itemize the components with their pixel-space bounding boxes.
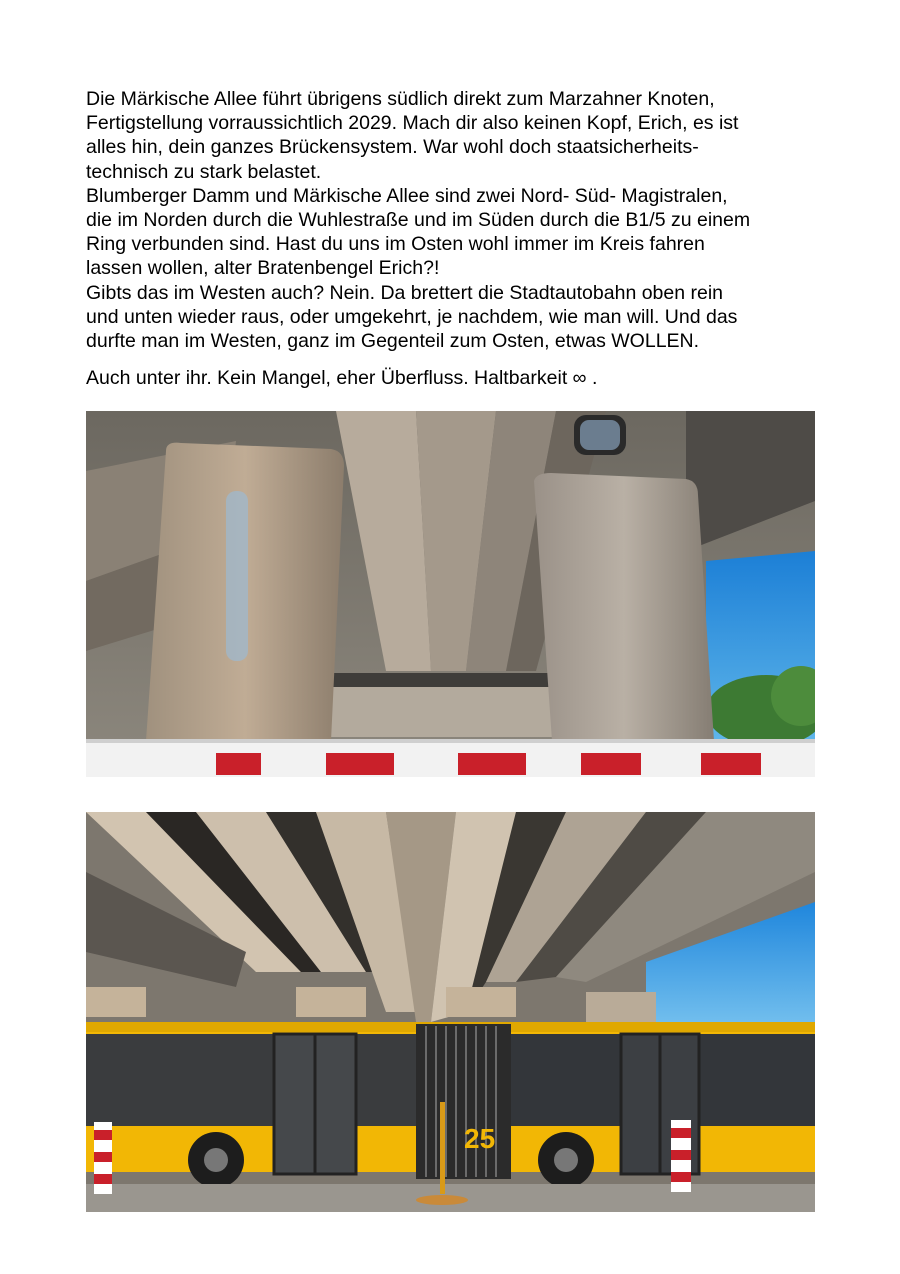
- article-text: [86, 87, 826, 390]
- paragraph-4: Auch unter ihr. Kein Mangel, eher Überfluss. Haltbarkeit ∞ .: [86, 367, 598, 390]
- paragraph-3: Gibts das im Westen auch? Nein. Da brettert die Stadtautobahn oben rein und unten wieder raus, oder umgekehrt, je nachdem, wie man will. Und das durfte man im Westen, ganz im Gegenteil zum Osten, etwas WOLLEN.: [86, 281, 738, 353]
- bridge-pillars-photo: [86, 411, 815, 777]
- bus-line-number: 25: [464, 1123, 496, 1154]
- paragraph-2: Blumberger Damm und Märkische Allee sind zwei Nord- Süd- Magistralen, die im Norden durch die Wuhlestraße und im Süden durch die B1/5 zu einem Ring verbunden sind. Hast du uns im Osten wohl immer im Kreis fahren lassen wollen, alter Bratenbengel Erich?!: [86, 184, 751, 280]
- paragraph-gap: [86, 353, 826, 366]
- paragraph-1: Die Märkische Allee führt übrigens südlich direkt zum Marzahner Knoten, Fertigstellung vorraussichtlich 2029. Mach dir also keinen Kopf, Erich, es ist alles hin, dein ganzes Brückensystem. War wohl doch staatsicherheits- technisch zu stark belastet.: [86, 88, 739, 183]
- bus-under-bridge-photo: [86, 812, 815, 1212]
